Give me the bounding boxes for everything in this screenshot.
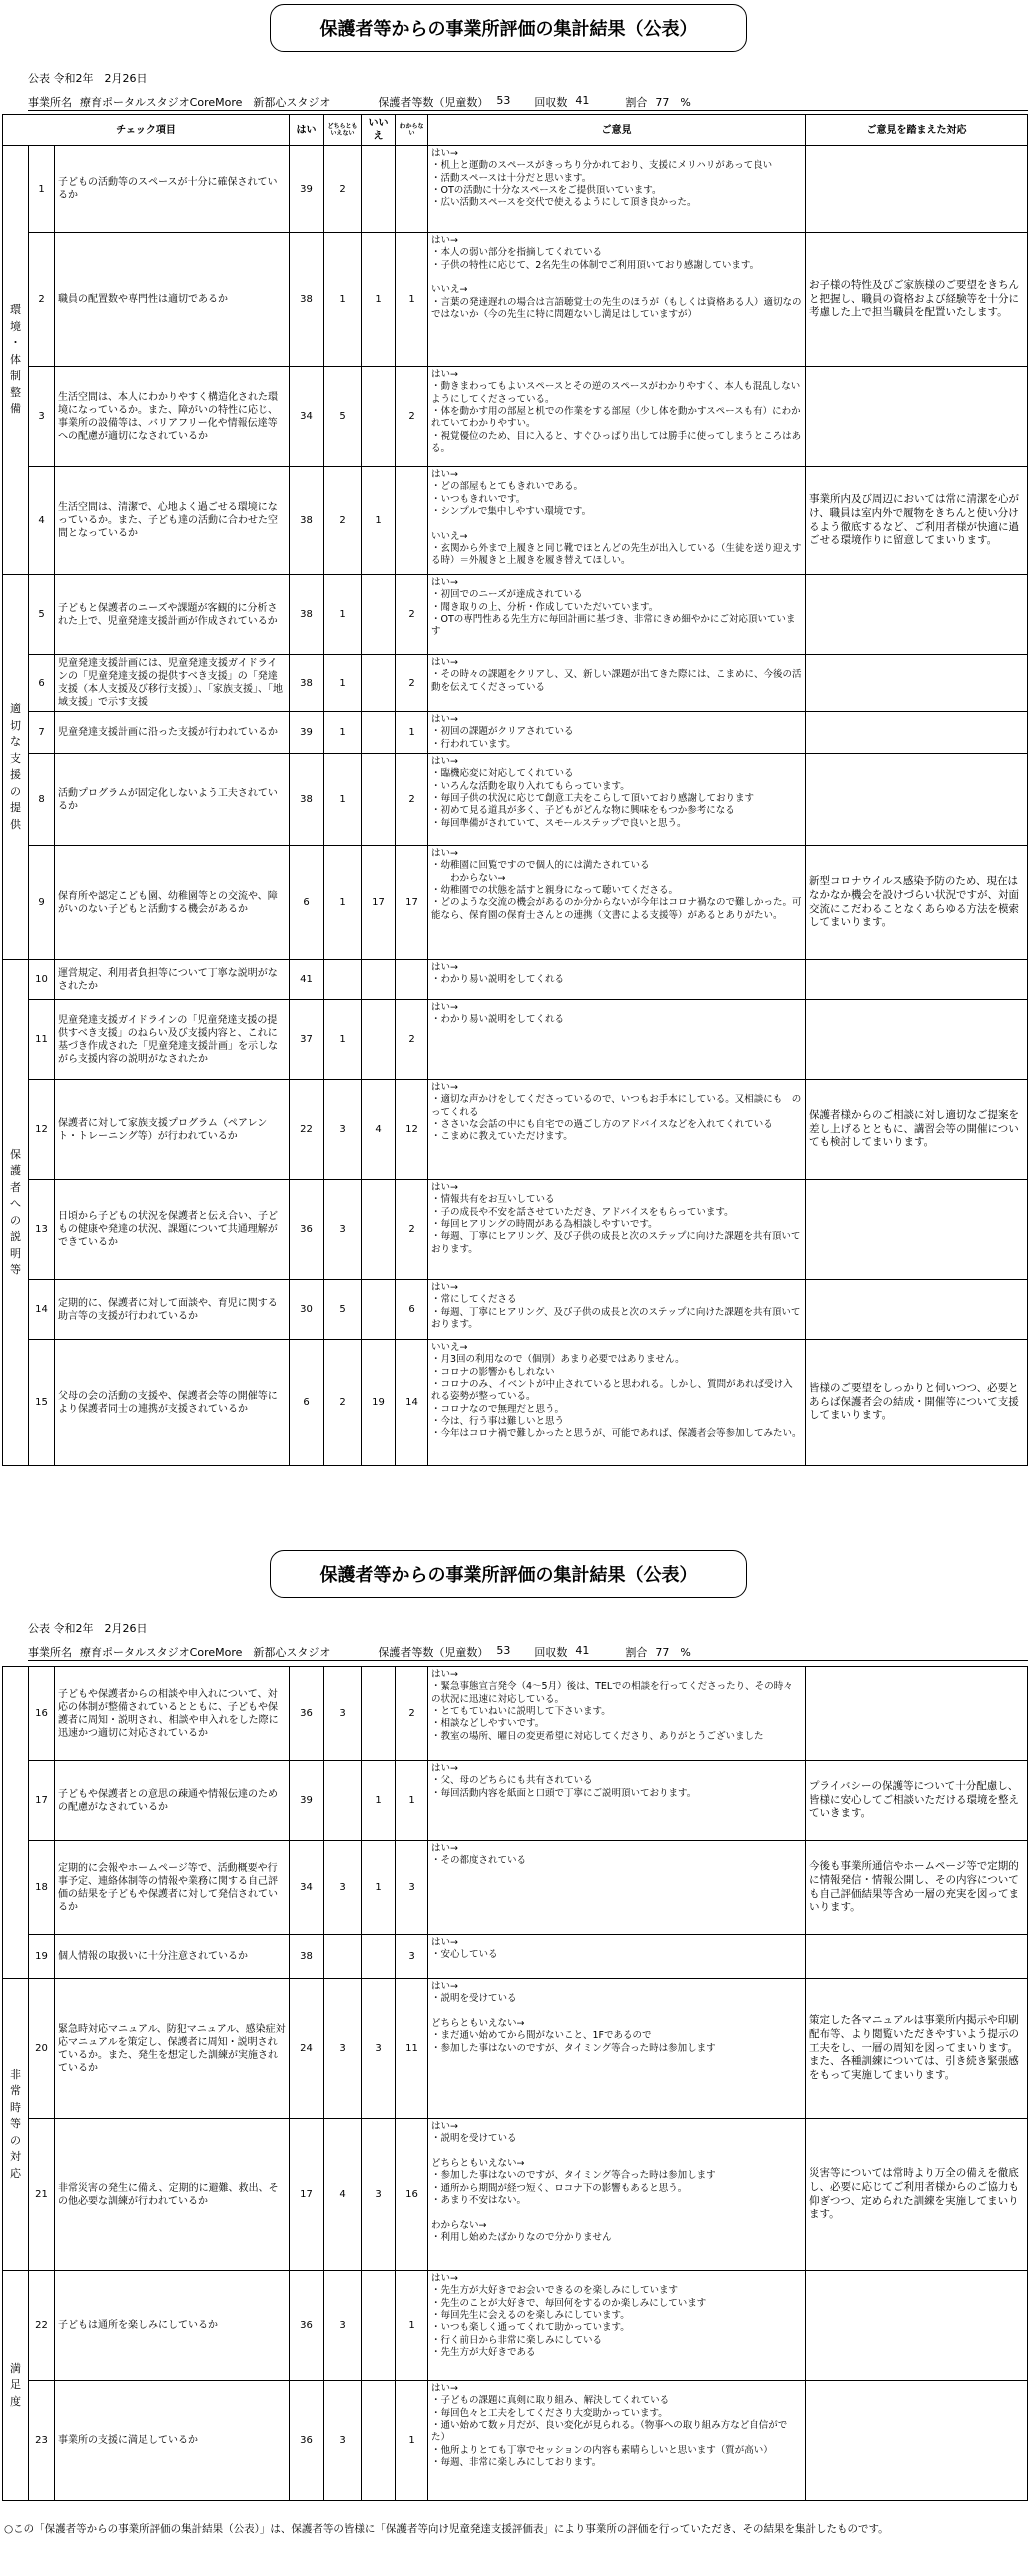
check-item: 子どもの活動等のスペースが十分に確保されているか (55, 146, 290, 233)
count-yes: 6 (290, 846, 324, 960)
count-neither: 1 (324, 846, 362, 960)
count-no: 17 (362, 846, 396, 960)
count-unknown: 1 (396, 233, 428, 367)
count-unknown: 11 (396, 1979, 428, 2119)
count-yes: 36 (290, 1667, 324, 1761)
row-number: 21 (29, 2119, 55, 2271)
count-unknown: 1 (396, 712, 428, 754)
response-cell: 事業所内及び周辺においては常に清潔を心がけ、職員は室内外で履物をきちんと使い分けるよう徹底するなど、ご利用者様が快適に過ごせる環境作りに留意してまいります。 (806, 467, 1028, 575)
count-yes: 41 (290, 960, 324, 1000)
table-row (3, 1979, 1028, 2119)
count-yes: 36 (290, 1180, 324, 1280)
opinion-cell: はい→ ・先生方が大好きでお会いできるのを楽しみにしています ・先生のことが大好きで、毎回何をするのか楽しみにしています ・毎回先生に会えるのを楽しみにしています。 ・いつも楽しく通ってくれて助かっています。 ・行く前日から非常に楽しみにしている ・先生方が大好きである (428, 2271, 806, 2381)
count-no: 4 (362, 1080, 396, 1180)
count-unknown: 2 (396, 1180, 428, 1280)
header-neither: どちらともいえない (324, 115, 362, 146)
category-satisfaction: 満 足 度 (3, 2271, 29, 2501)
header-unknown: わからない (396, 115, 428, 146)
row-number: 18 (29, 1841, 55, 1935)
response-cell: 策定した各マニュアルは事業所内掲示や印刷配布等、より閲覧いただきやすいよう提示の工夫をし、一層の周知を図ってまいります。また、各種訓練については、引き続き緊張感をもって実施してまいります。 (806, 1979, 1028, 2119)
table-row (3, 1080, 1028, 1180)
category-guardian-cont (3, 1667, 29, 1979)
check-item: 定期的に会報やホームページ等で、活動概要や行事予定、連絡体制等の情報や業務に関する自己評価の結果を子どもや保護者に対して発信されているか (55, 1841, 290, 1935)
opinion-cell: はい→ ・わかり易い説明をしてくれる (428, 960, 806, 1000)
count-neither (324, 1935, 362, 1979)
count-neither: 2 (324, 1340, 362, 1466)
table-row (3, 2271, 1028, 2381)
opinion-cell: はい→ ・臨機応変に対応してくれている ・いろんな活動を取り入れてもらっています。 ・毎回子供の状況に応じて創意工夫をこらして頂いており感謝しております ・初めて見る道具が多く、子どもがどんな物に興味をもつか参考になる ・毎回準備がされていて、スモールステップで良いと思う。 (428, 754, 806, 846)
header-response: ご意見を踏まえた対応 (806, 115, 1028, 146)
opinion-cell: はい→ ・その都度されている (428, 1841, 806, 1935)
response-cell (806, 1935, 1028, 1979)
opinion-cell: はい→ ・父、母のどちらにも共有されている ・毎回活動内容を紙面と口頭で丁寧にご説明頂いております。 (428, 1761, 806, 1841)
count-value: 53 (496, 94, 511, 107)
category-emergency: 非 常 時 等 の 対 応 (3, 1979, 29, 2271)
opinion-cell: はい→ ・本人の弱い部分を指摘してくれている ・子供の特性に応じて、2名先生の体制でご利用頂いており感謝しています。 いいえ→ ・言葉の発達遅れの場合は言語聴覚士の先生のほうが（もしくは資格ある人）適切なのではないか（今の先生に特に問題ないし満足はしていますが） (428, 233, 806, 367)
table-row (3, 712, 1028, 754)
response-cell (806, 1000, 1028, 1080)
count-neither: 1 (324, 712, 362, 754)
count-unknown: 14 (396, 1340, 428, 1466)
count-no: 19 (362, 1340, 396, 1466)
response-cell: お子様の特性及びご家族様のご要望をきちんと把握し、職員の資格および経験等を十分に考慮した上で担当職員を配置いたします。 (806, 233, 1028, 367)
table-row (3, 754, 1028, 846)
office-info (28, 94, 1028, 111)
table-row (3, 655, 1028, 712)
count-no: 1 (362, 233, 396, 367)
response-cell: 今後も事業所通信やホームページ等で定期的に情報発信・情報公開し、その内容についても自己評価結果等含め一層の充実を図ってまいります。 (806, 1841, 1028, 1935)
count-unknown: 2 (396, 655, 428, 712)
check-item: 子どもと保護者のニーズや課題が客観的に分析された上で、児童発達支援計画が作成されているか (55, 575, 290, 655)
row-number: 2 (29, 233, 55, 367)
count-no (362, 1280, 396, 1340)
count-yes: 36 (290, 2271, 324, 2381)
table-row (3, 2381, 1028, 2501)
response-cell: 保護者様からのご相談に対し適切なご提案を差し上げるとともに、講習会等の開催についても検討してまいります。 (806, 1080, 1028, 1180)
response-cell (806, 754, 1028, 846)
count-yes: 38 (290, 655, 324, 712)
row-number: 10 (29, 960, 55, 1000)
response-cell (806, 2271, 1028, 2381)
office-name: 療育ポータルスタジオCoreMore 新都心スタジオ (80, 1646, 331, 1659)
response-cell (806, 960, 1028, 1000)
count-label: 保護者等数（児童数） (378, 96, 489, 109)
count-no: 1 (362, 1761, 396, 1841)
count-yes: 38 (290, 467, 324, 575)
check-item: 児童発達支援計画には、児童発達支援ガイドラインの「児童発達支援の提供すべき支援」の「発達支援（本人支援及び移行支援）」、「家族支援」、「地域支援」で示す支援 (55, 655, 290, 712)
row-number: 12 (29, 1080, 55, 1180)
count-unknown: 1 (396, 2381, 428, 2501)
header-no: いいえ (362, 115, 396, 146)
check-item: 事業所の支援に満足しているか (55, 2381, 290, 2501)
count-neither: 3 (324, 1080, 362, 1180)
table-row (3, 467, 1028, 575)
opinion-cell: はい→ ・わかり易い説明をしてくれる (428, 1000, 806, 1080)
count-neither (324, 1761, 362, 1841)
count-yes: 34 (290, 1841, 324, 1935)
count-neither: 3 (324, 1180, 362, 1280)
opinion-cell: はい→ ・どの部屋もとてもきれいである。 ・いつもきれいです。 ・シンプルで集中しやすい環境です。 いいえ→ ・玄関から外まで上履きと同じ靴でほとんどの先生が出入している（生徒を送り迎えする時）＝外履きと上履きを履き替えてほしい。 (428, 467, 806, 575)
opinion-cell: はい→ ・動きまわってもよいスペースとその逆のスペースがわかりやすく、本人も混乱しないようにしてくださっている。 ・体を動かす用の部屋と机での作業をする部屋（少し体を動かすスペースも有）にわかれていてわかりやすい。 ・視覚優位のため、目に入ると、すぐひっぱり出しては勝手に使ってしまうところはある。 (428, 367, 806, 467)
table-row (3, 233, 1028, 367)
row-number: 15 (29, 1340, 55, 1466)
response-cell (806, 1180, 1028, 1280)
count-unknown: 2 (396, 367, 428, 467)
response-cell: 災害等については常時より万全の備えを徹底し、必要に応じてご利用者様からのご協力も仰ぎつつ、定められた訓練を実施してまいります。 (806, 2119, 1028, 2271)
count-no (362, 960, 396, 1000)
count-no (362, 712, 396, 754)
count-unknown: 2 (396, 1667, 428, 1761)
response-cell (806, 655, 1028, 712)
row-number: 6 (29, 655, 55, 712)
check-item: 定期的に、保護者に対して面談や、育児に関する助言等の支援が行われているか (55, 1280, 290, 1340)
opinion-cell: はい→ ・初回の課題がクリアされている ・行われています。 (428, 712, 806, 754)
table-row (3, 146, 1028, 233)
count-unknown: 3 (396, 1841, 428, 1935)
count-neither: 3 (324, 2381, 362, 2501)
count-neither: 2 (324, 467, 362, 575)
count-unknown: 2 (396, 575, 428, 655)
response-cell: 新型コロナウイルス感染予防のため、現在はなかなか機会を設けづらい状況ですが、対面交流にこだわることなくあらゆる方法を模索してまいります。 (806, 846, 1028, 960)
ratio-value: 77 % (655, 96, 691, 109)
row-number: 7 (29, 712, 55, 754)
count-yes: 30 (290, 1280, 324, 1340)
count-unknown: 12 (396, 1080, 428, 1180)
count-yes: 38 (290, 754, 324, 846)
response-cell (806, 2381, 1028, 2501)
check-item: 生活空間は、清潔で、心地よく過ごせる環境になっているか。また、子ども達の活動に合わせた空間となっているか (55, 467, 290, 575)
count-neither: 3 (324, 2271, 362, 2381)
count-label: 保護者等数（児童数） (378, 1646, 489, 1659)
row-number: 8 (29, 754, 55, 846)
check-item: 非常災害の発生に備え、定期的に避難、救出、その他必要な訓練が行われているか (55, 2119, 290, 2271)
count-yes: 38 (290, 575, 324, 655)
check-item: 父母の会の活動の支援や、保護者会等の開催等により保護者同士の連携が支援されているか (55, 1340, 290, 1466)
count-neither: 3 (324, 1979, 362, 2119)
row-number: 11 (29, 1000, 55, 1080)
check-item: 子どもや保護者からの相談や申入れについて、対応の体制が整備されているとともに、子どもや保護者に周知・説明され、相談や申入れをした際に迅速かつ適切に対応されているか (55, 1667, 290, 1761)
check-item: 生活空間は、本人にわかりやすく構造化された環境になっているか。また、障がいの特性に応じ、事業所の設備等は、バリアフリー化や情報伝達等への配慮が適切になされているか (55, 367, 290, 467)
count-neither (324, 960, 362, 1000)
opinion-cell: はい→ ・机上と運動のスペースがきっちり分かれており、支援にメリハリがあって良い ・活動スペースは十分だと思います。 ・OTの活動に十分なスペースをご提供頂いています。 ・広い活動スペースを交代で使えるようにして頂き良かった。 (428, 146, 806, 233)
count-unknown (396, 467, 428, 575)
opinion-cell: はい→ ・説明を受けている どちらともいえない→ ・まだ通い始めてから間がないこと、1Fであるので ・参加した事はないのですが、タイミング等合った時は参加します (428, 1979, 806, 2119)
check-item: 子どもや保護者との意思の疎通や情報伝達のための配慮がなされているか (55, 1761, 290, 1841)
opinion-cell: はい→ ・緊急事態宣言発令（4～5月）後は、TELでの相談を行ってくださったり、その時々の状況に迅速に対応している。 ・とてもていねいに説明して下さいます。 ・相談などしやすいです。 ・教室の場所、曜日の変更希望に対応してくださり、ありがとうございました (428, 1667, 806, 1761)
opinion-cell: はい→ ・幼稚園に回覧ですので個人的には満たされている わからない→ ・幼稚園での状態を話すと親身になって聴いてくださる。 ・どのような交流の機会があるのか分からないが今年はコロナ禍なので難しかった。可能なら、保育園の保育士さんとの連携（文書による支援等）があるとありがたい。 (428, 846, 806, 960)
count-yes: 36 (290, 2381, 324, 2501)
count-unknown: 3 (396, 1935, 428, 1979)
count-unknown: 1 (396, 1761, 428, 1841)
header-item: チェック項目 (3, 115, 290, 146)
response-cell (806, 712, 1028, 754)
count-no (362, 754, 396, 846)
category-support: 適 切 な 支 援 の 提 供 (3, 575, 29, 960)
category-guardian: 保 護 者 へ の 説 明 等 (3, 960, 29, 1466)
count-no (362, 367, 396, 467)
check-item: 児童発達支援計画に沿った支援が行われているか (55, 712, 290, 754)
table-row (3, 2119, 1028, 2271)
count-neither: 2 (324, 146, 362, 233)
count-yes: 24 (290, 1979, 324, 2119)
count-yes: 17 (290, 2119, 324, 2271)
row-number: 16 (29, 1667, 55, 1761)
footnote: ○この「保護者等からの事業所評価の集計結果（公表）」は、保護者等の皆様に「保護者等向け児童発達支援評価表」により事業所の評価を行っていただき、その結果を集計したものです。 (4, 2523, 889, 2535)
table-row (3, 1280, 1028, 1340)
count-unknown: 1 (396, 2271, 428, 2381)
table-row (3, 1000, 1028, 1080)
count-yes: 22 (290, 1080, 324, 1180)
row-number: 3 (29, 367, 55, 467)
row-number: 1 (29, 146, 55, 233)
row-number: 20 (29, 1979, 55, 2119)
row-number: 22 (29, 2271, 55, 2381)
ratio-label: 割合 (625, 1646, 648, 1659)
count-yes: 38 (290, 1935, 324, 1979)
evaluation-table-1 (2, 114, 1028, 1466)
check-item: 子どもは通所を楽しみにしているか (55, 2271, 290, 2381)
table-row (3, 1340, 1028, 1466)
row-number: 5 (29, 575, 55, 655)
count-neither: 3 (324, 1841, 362, 1935)
table-row (3, 1841, 1028, 1935)
count-no (362, 1180, 396, 1280)
count-unknown (396, 146, 428, 233)
office-label: 事業所名 (28, 1646, 72, 1659)
table-row (3, 1761, 1028, 1841)
row-number: 4 (29, 467, 55, 575)
header-yes: はい (290, 115, 324, 146)
evaluation-table-2 (2, 1666, 1028, 2501)
opinion-cell: はい→ ・常にしてくださる ・毎週、丁寧にヒアリング、及び子供の成長と次のステップに向けた課題を共有頂いております。 (428, 1280, 806, 1340)
page-title-2 (270, 1550, 747, 1598)
count-unknown: 17 (396, 846, 428, 960)
opinion-cell: はい→ ・初回でのニーズが達成されている ・聞き取りの上、分析・作成していただいています。 ・OTの専門性ある先生方に毎回計画に基づき、非常にきめ細やかにご対応頂いています (428, 575, 806, 655)
table-row (3, 575, 1028, 655)
count-neither: 1 (324, 655, 362, 712)
check-item: 保護者に対して家族支援プログラム（ペアレント・トレーニング等）が行われているか (55, 1080, 290, 1180)
collected-value: 41 (575, 94, 590, 107)
count-no (362, 146, 396, 233)
count-no: 1 (362, 1841, 396, 1935)
count-unknown: 2 (396, 1000, 428, 1080)
count-neither: 5 (324, 367, 362, 467)
table-row (3, 960, 1028, 1000)
collected-value: 41 (575, 1644, 590, 1657)
count-no: 3 (362, 2119, 396, 2271)
opinion-cell: はい→ ・適切な声かけをしてくださっているので、いつもお手本にしている。又相談にも のってくれる ・ささいな会話の中にも自宅での過ごし方のアドバイスなどを入れてくれている ・こまめに教えていただけます。 (428, 1080, 806, 1180)
count-no (362, 1000, 396, 1080)
row-number: 9 (29, 846, 55, 960)
row-number: 23 (29, 2381, 55, 2501)
response-cell (806, 367, 1028, 467)
office-name: 療育ポータルスタジオCoreMore 新都心スタジオ (80, 96, 331, 109)
office-label: 事業所名 (28, 96, 72, 109)
publish-date: 公表 令和2年 2月26日 (28, 72, 148, 85)
count-unknown: 6 (396, 1280, 428, 1340)
count-yes: 39 (290, 1761, 324, 1841)
response-cell (806, 1280, 1028, 1340)
count-unknown (396, 960, 428, 1000)
count-no (362, 1935, 396, 1979)
ratio-value: 77 % (655, 1646, 691, 1659)
count-neither: 4 (324, 2119, 362, 2271)
publish-date-2: 公表 令和2年 2月26日 (28, 1622, 148, 1635)
check-item: 保育所や認定こども園、幼稚園等との交流や、障がいのない子どもと活動する機会があるか (55, 846, 290, 960)
row-number: 13 (29, 1180, 55, 1280)
office-info-2 (28, 1644, 1028, 1661)
opinion-cell: はい→ ・安心している (428, 1935, 806, 1979)
count-no: 3 (362, 1979, 396, 2119)
count-unknown: 2 (396, 754, 428, 846)
opinion-cell: はい→ ・情報共有をお互いしている ・子の成長や不安を話させていただき、アドバイスをもらっています。 ・毎回ヒアリングの時間がある為相談しやすいです。 ・毎週、丁寧にヒアリング、及び子供の成長と次のステップに向けた課題を共有頂いております。 (428, 1180, 806, 1280)
count-no (362, 575, 396, 655)
table-row (3, 846, 1028, 960)
count-no (362, 2271, 396, 2381)
opinion-cell: いいえ→ ・月3回の利用なので（個別）あまり必要ではありません。 ・コロナの影響かもしれない ・コロナのみ、イベントが中止されていると思われる。しかし、質問があれば受け入れる姿勢が整っている。 ・コロナなので無理だと思う。 ・今は、行う事は難しいと思う ・今年はコロナ禍で難しかったと思うが、可能であれば、保護者会等参加してみたい。 (428, 1340, 806, 1466)
row-number: 17 (29, 1761, 55, 1841)
response-cell: 皆様のご要望をしっかりと伺いつつ、必要とあらば保護者会の結成・開催等について支援してまいります。 (806, 1340, 1028, 1466)
row-number: 14 (29, 1280, 55, 1340)
table-header-row (3, 115, 1028, 146)
row-number: 19 (29, 1935, 55, 1979)
check-item: 職員の配置数や専門性は適切であるか (55, 233, 290, 367)
count-yes: 37 (290, 1000, 324, 1080)
count-no (362, 2381, 396, 2501)
check-item: 緊急時対応マニュアル、防犯マニュアル、感染症対応マニュアルを策定し、保護者に周知・説明されているか。また、発生を想定した訓練が実施されているか (55, 1979, 290, 2119)
count-yes: 38 (290, 233, 324, 367)
opinion-cell: はい→ ・子どもの課題に真剣に取り組み、解決してくれている ・毎回色々と工夫をしてくださり大変助かっています。 ・通い始めて数ヶ月だが、良い変化が見られる。（物事への取り組み方など自信がでた） ・他所よりとても丁寧でセッションの内容も素晴らしいと思います（質が高い） ・毎週、非常に楽しみにしております。 (428, 2381, 806, 2501)
ratio-label: 割合 (625, 96, 648, 109)
collected-label: 回収数 (534, 96, 568, 109)
check-item: 日頃から子どもの状況を保護者と伝え合い、子どもの健康や発達の状況、課題について共通理解ができているか (55, 1180, 290, 1280)
category-env: 環 境 ・ 体 制 整 備 (3, 146, 29, 575)
count-neither: 1 (324, 754, 362, 846)
response-cell (806, 1667, 1028, 1761)
opinion-cell: はい→ ・説明を受けている どちらともいえない→ ・参加した事はないのですが、タイミング等合った時は参加します ・通所から期間が経つ短く、ロコナ下の影響もあると思う。 ・あまり不安はない。 わからない→ ・利用し始めたばかりなので分かりません (428, 2119, 806, 2271)
header-opinion: ご意見 (428, 115, 806, 146)
response-cell (806, 575, 1028, 655)
count-no (362, 655, 396, 712)
check-item: 運営規定、利用者負担等について丁寧な説明がなされたか (55, 960, 290, 1000)
count-neither: 5 (324, 1280, 362, 1340)
table-row (3, 1667, 1028, 1761)
count-no: 1 (362, 467, 396, 575)
count-yes: 39 (290, 712, 324, 754)
count-yes: 39 (290, 146, 324, 233)
count-neither: 3 (324, 1667, 362, 1761)
count-no (362, 1667, 396, 1761)
count-unknown: 16 (396, 2119, 428, 2271)
table-row (3, 367, 1028, 467)
response-cell: プライバシーの保護等について十分配慮し、皆様に安心してご相談いただける環境を整えていきます。 (806, 1761, 1028, 1841)
page-title (270, 4, 747, 52)
page-title-2-text: 保護者等からの事業所評価の集計結果（公表） (319, 1565, 698, 1586)
check-item: 児童発達支援ガイドラインの「児童発達支援の提供すべき支援」のねらい及び支援内容と、これに基づき作成された「児童発達支援計画」を示しながら支援内容の説明がなされたか (55, 1000, 290, 1080)
table-row (3, 1180, 1028, 1280)
table-row (3, 1935, 1028, 1979)
count-yes: 34 (290, 367, 324, 467)
opinion-cell: はい→ ・その時々の課題をクリアし、又、新しい課題が出てきた際には、こまめに、今後の活動を伝えてくださっている (428, 655, 806, 712)
count-yes: 6 (290, 1340, 324, 1466)
collected-label: 回収数 (534, 1646, 568, 1659)
count-neither: 1 (324, 1000, 362, 1080)
count-neither: 1 (324, 233, 362, 367)
check-item: 活動プログラムが固定化しないよう工夫されているか (55, 754, 290, 846)
count-value: 53 (496, 1644, 511, 1657)
count-neither: 1 (324, 575, 362, 655)
response-cell (806, 146, 1028, 233)
check-item: 個人情報の取扱いに十分注意されているか (55, 1935, 290, 1979)
page-title-text: 保護者等からの事業所評価の集計結果（公表） (319, 19, 698, 40)
